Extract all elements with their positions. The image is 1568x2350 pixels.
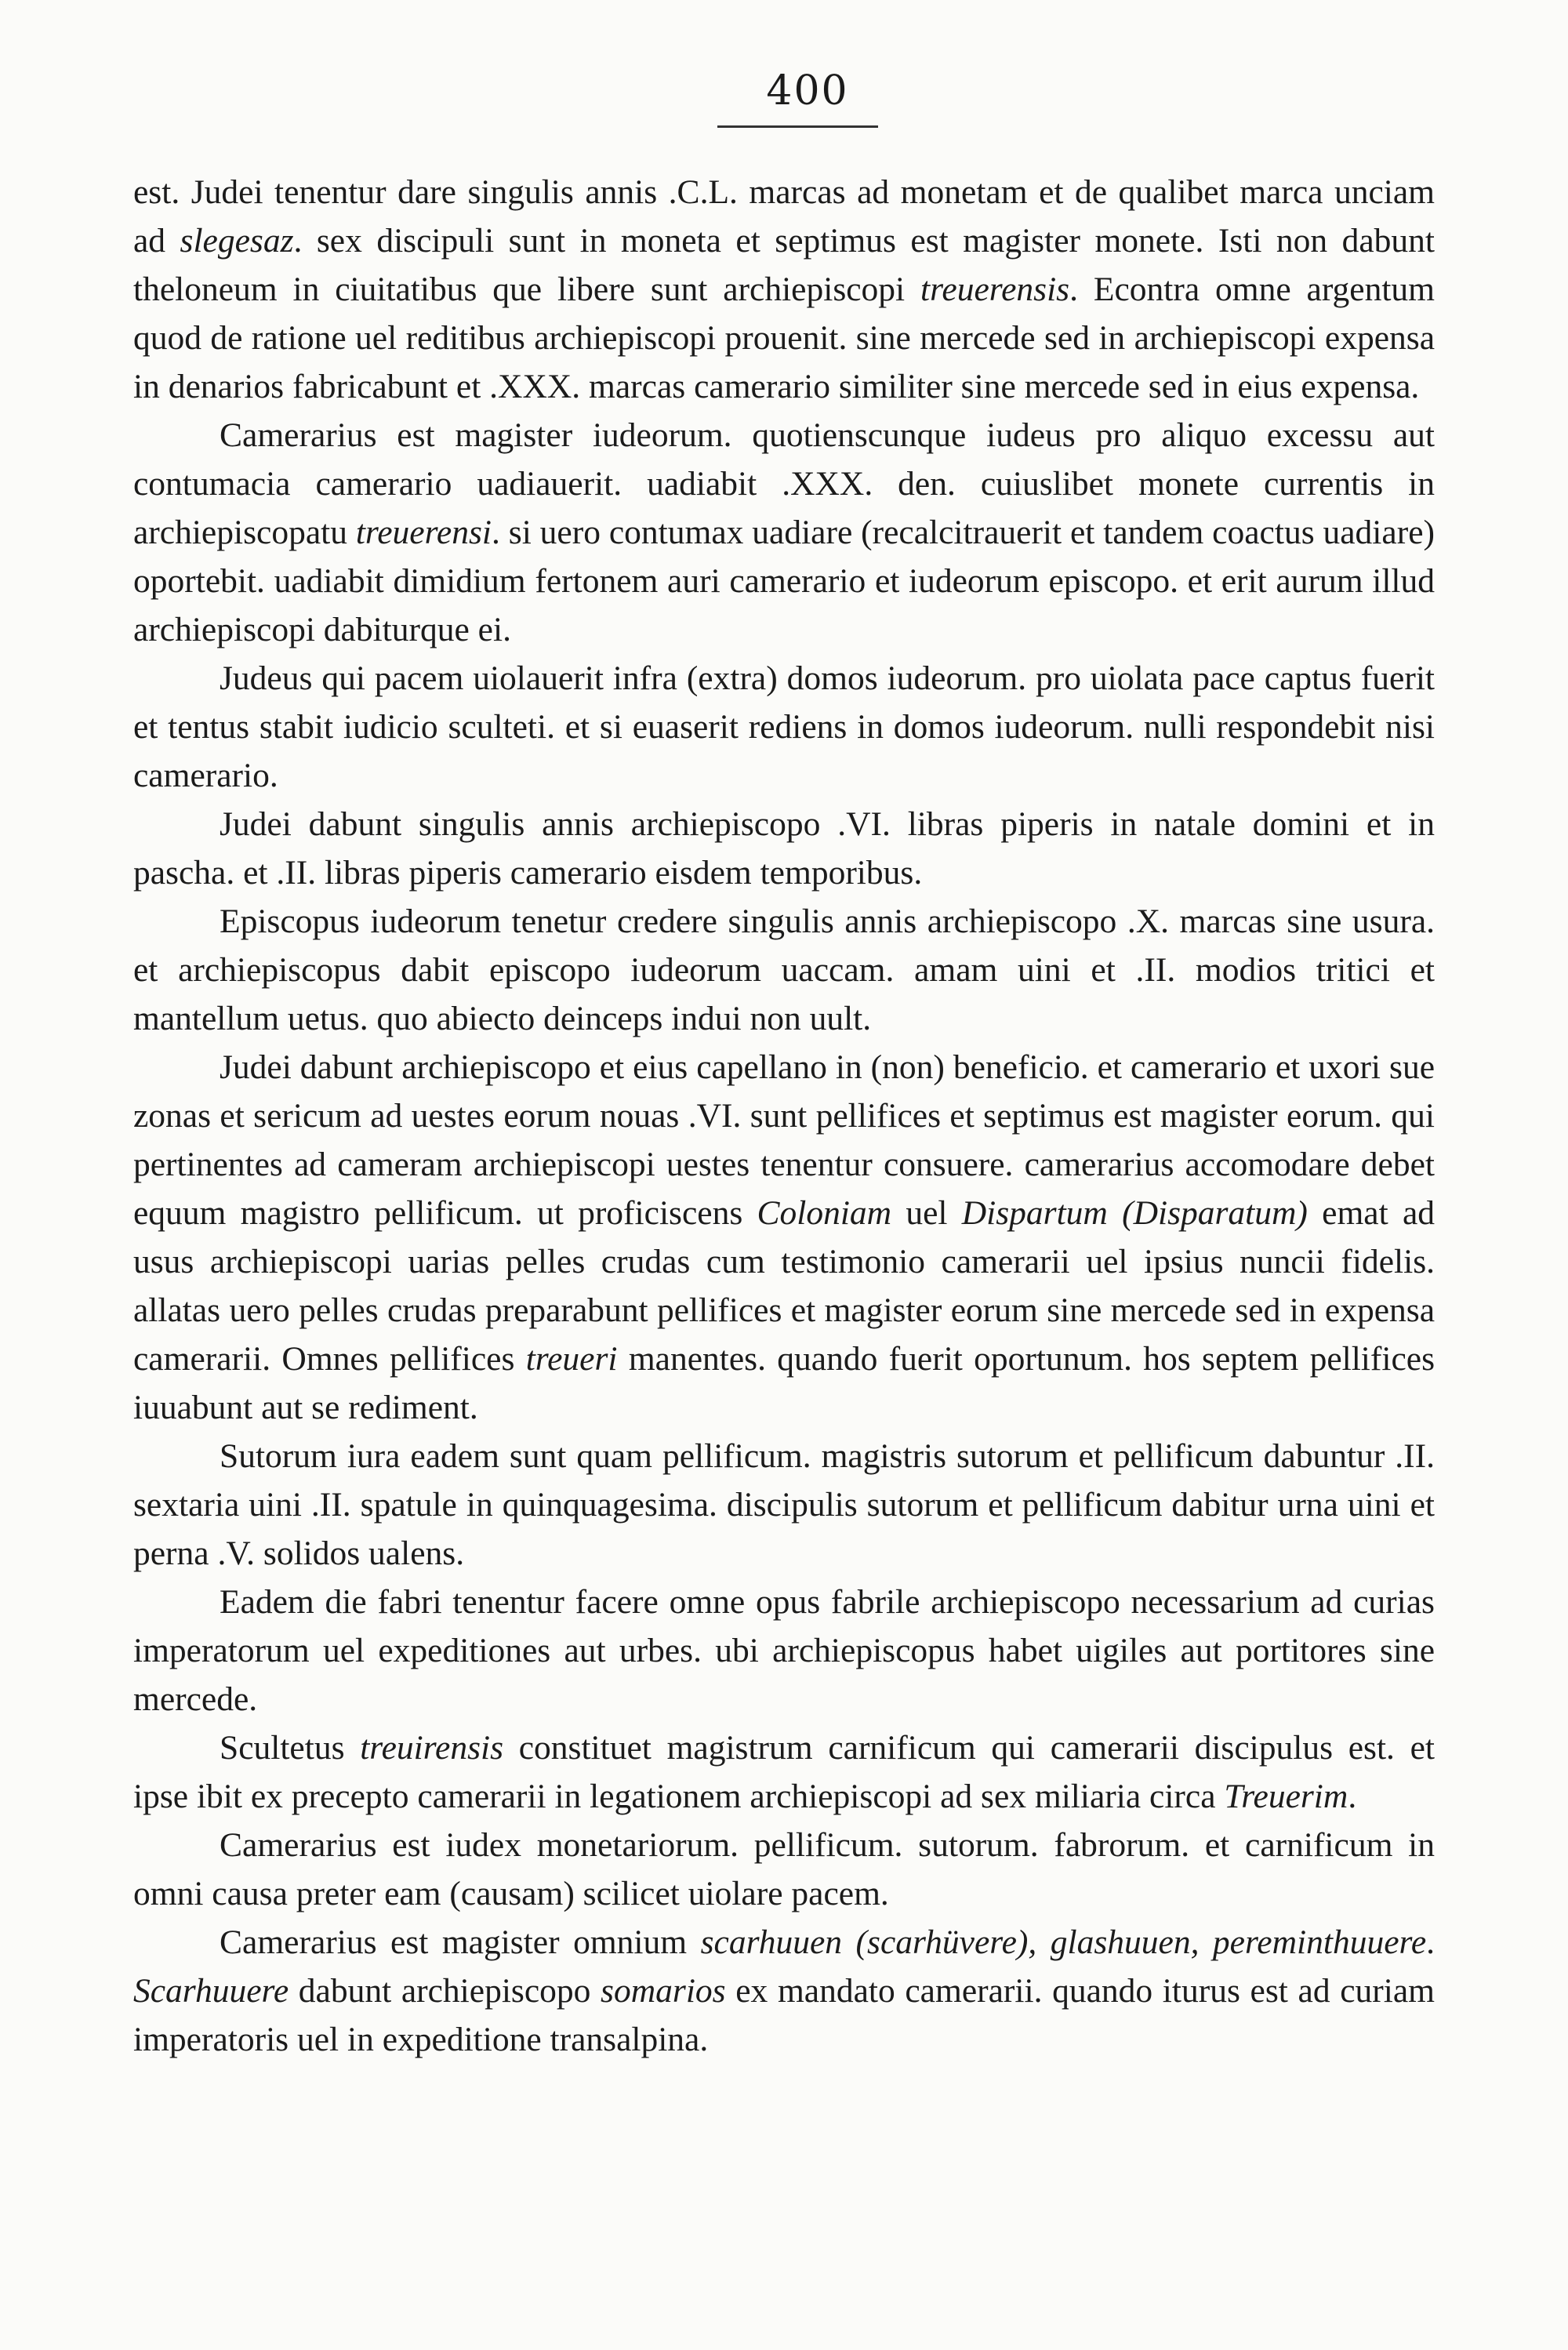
text-segment: Judeus qui pacem uiolauerit infra (extra) domos iudeorum. pro uiolata pace captus fuerit et tentus stabit iudicio sculteti. et si euaserit rediens in domos iudeorum. nulli respondebit nisi camerario. [133,659,1435,794]
text-segment: Camerarius est magister omnium [220,1923,701,1961]
italic-term: treueri [525,1340,618,1378]
body-text [133,168,1435,2064]
paragraph-p7 [133,1432,1435,1578]
text-segment: Episcopus iudeorum tenetur credere singulis annis archiepiscopo .X. marcas sine usura. et archiepiscopus dabit episcopo iudeorum uaccam. amam uini et .II. modios tritici et mantellum uetus. quo abiecto deinceps indui non uult. [133,903,1435,1037]
italic-term: treuirensis [360,1729,504,1767]
italic-term: Coloniam [757,1194,892,1232]
paragraph-p2 [133,411,1435,654]
italic-term: treuerensis [920,271,1070,308]
text-segment: . [1348,1778,1357,1815]
text-segment: . [1426,1923,1436,1961]
text-segment: emat ad usus archiepiscopi uarias pelles crudas cum testimonio camerarii uel ipsius nuncii fidelis. allatas uero pelles crudas preparabunt pellifices et magister eorum sine mercede sed in expensa camerarii. Omnes pellifices [133,1194,1435,1378]
text-segment: . sex discipuli sunt in moneta et septimus est magister monete. Isti non dabunt theloneum in ciuitatibus que libere sunt archiepiscopi [133,222,1435,308]
paragraph-p8 [133,1578,1435,1723]
italic-term: slegesaz [180,222,294,260]
text-segment: est. Judei tenentur dare singulis annis .C.L. marcas ad monetam et de qualibet marca unciam ad [133,173,1435,260]
page-number: 400 [766,67,849,114]
italic-term: Dispartum (Disparatum) [961,1194,1308,1232]
text-segment: Eadem die fabri tenentur facere omne opus fabrile archiepiscopo necessarium ad curias imperatorum uel expeditiones aut urbes. ubi archiepiscopus habet uigiles aut portitores sine mercede. [133,1583,1435,1718]
paragraph-p1 [133,168,1435,411]
paragraph-p4 [133,800,1435,897]
text-segment: Judei dabunt singulis annis archiepiscopo .VI. libras piperis in natale domini et in pascha. et .II. libras piperis camerario eisdem temporibus. [133,805,1435,892]
italic-term: Scarhuuere [133,1972,289,2010]
text-segment: Judei dabunt archiepiscopo et eius capellano in (non) beneficio. et camerario et uxori sue zonas et sericum ad uestes eorum nouas .VI. sunt pellifices et septimus est magister eorum. qui pertinentes ad cameram archiepiscopi uestes tenentur consuere. camerarius accomodare debet equum magistro pellificum. ut proficiscens [133,1048,1435,1232]
paragraph-p9 [133,1723,1435,1821]
text-segment: Scultetus [220,1729,361,1767]
text-segment: manentes. quando fuerit oportunum. hos septem pellifices iuuabunt aut se rediment. [133,1340,1436,1426]
italic-term: treuerensi [355,514,492,551]
page-number-rule [717,125,878,128]
text-segment: constituet magistrum carnificum qui camerarii discipulus est. et ipse ibit ex precepto camerarii in legationem archiepiscopi ad sex miliaria circa [133,1729,1435,1815]
text-segment: . Econtra omne argentum quod de ratione uel reditibus archiepiscopi prouenit. sine mercede sed in archiepiscopi expensa in denarios fabricabunt et .XXX. marcas camerario similiter sine mercede sed in eius expensa. [133,271,1435,405]
italic-term: scarhuuen (scarhüvere), glashuuen, pereminthuuere [700,1923,1427,1961]
text-segment: Camerarius est iudex monetariorum. pellificum. sutorum. fabrorum. et carnificum in omni causa preter eam (causam) scilicet uiolare pacem. [133,1826,1435,1912]
paragraph-p3 [133,654,1435,800]
italic-term: somarios [601,1972,726,2010]
text-segment: Sutorum iura eadem sunt quam pellificum. magistris sutorum et pellificum dabuntur .II. sextaria uini .II. spatule in quinquagesima. discipulis sutorum et pellificum dabitur urna uini et perna .V. solidos ualens. [133,1437,1435,1572]
text-segment: ex mandato camerarii. quando iturus est ad curiam imperatoris uel in expeditione transalpina. [133,1972,1435,2058]
text-segment: Camerarius est magister iudeorum. quotienscunque iudeus pro aliquo excessu aut contumacia camerario uadiauerit. uadiabit .XXX. den. cuiuslibet monete currentis in archiepiscopatu [133,416,1435,551]
paragraph-p11 [133,1918,1435,2064]
text-segment: dabunt archiepiscopo [289,1972,601,2010]
text-segment: uel [891,1194,962,1232]
paragraph-p10 [133,1821,1435,1918]
paragraph-p6 [133,1043,1435,1432]
paragraph-p5 [133,897,1435,1043]
italic-term: Treuerim [1224,1778,1348,1815]
text-segment: . si uero contumax uadiare (recalcitrauerit et tandem coactus uadiare) oportebit. uadiabit dimidium fertonem auri camerario et iudeorum episcopo. et erit aurum illud archiepiscopi dabiturque ei. [133,514,1435,648]
